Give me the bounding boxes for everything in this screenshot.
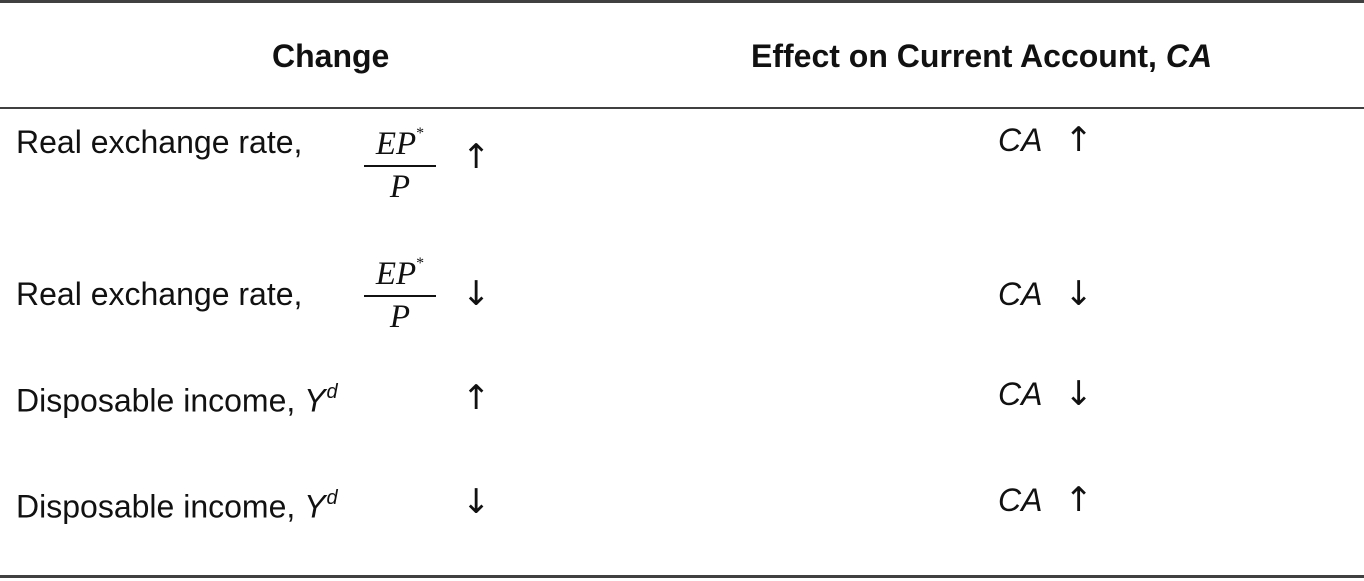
down-arrow-icon: ↓ — [462, 274, 491, 314]
up-arrow-icon: ↑ — [1064, 120, 1093, 160]
row-label: Real exchange rate, — [16, 276, 303, 312]
row-label: Disposable income, $Y^d$ — [16, 381, 338, 419]
real-exchange-rate-fraction: EP* P — [364, 120, 436, 205]
up-arrow-icon: ↑ — [1064, 480, 1093, 520]
column-header-effect: Effect on Current Account, CA — [751, 38, 1213, 74]
down-arrow-icon: ↓ — [462, 482, 491, 522]
table-bottom-rule — [0, 575, 1364, 578]
effect-cell: CA ↓ — [998, 274, 1093, 314]
effect-cell: CA ↑ — [998, 120, 1093, 160]
effect-cell: CA ↑ — [998, 480, 1093, 520]
effect-header-variable: CA — [1165, 38, 1213, 74]
row-label: Disposable income, $Y^d$ — [16, 487, 338, 525]
row-label: Real exchange rate, — [16, 124, 303, 160]
up-arrow-icon: ↑ — [462, 137, 491, 177]
effect-cell: CA ↓ — [998, 374, 1093, 414]
down-arrow-icon: ↓ — [1064, 274, 1093, 314]
up-arrow-icon: ↑ — [462, 378, 491, 418]
header-rule — [0, 107, 1364, 109]
table-top-rule — [0, 0, 1364, 3]
column-header-change: Change — [272, 38, 390, 74]
down-arrow-icon: ↓ — [1064, 374, 1093, 414]
real-exchange-rate-fraction: EP* P — [364, 250, 436, 335]
